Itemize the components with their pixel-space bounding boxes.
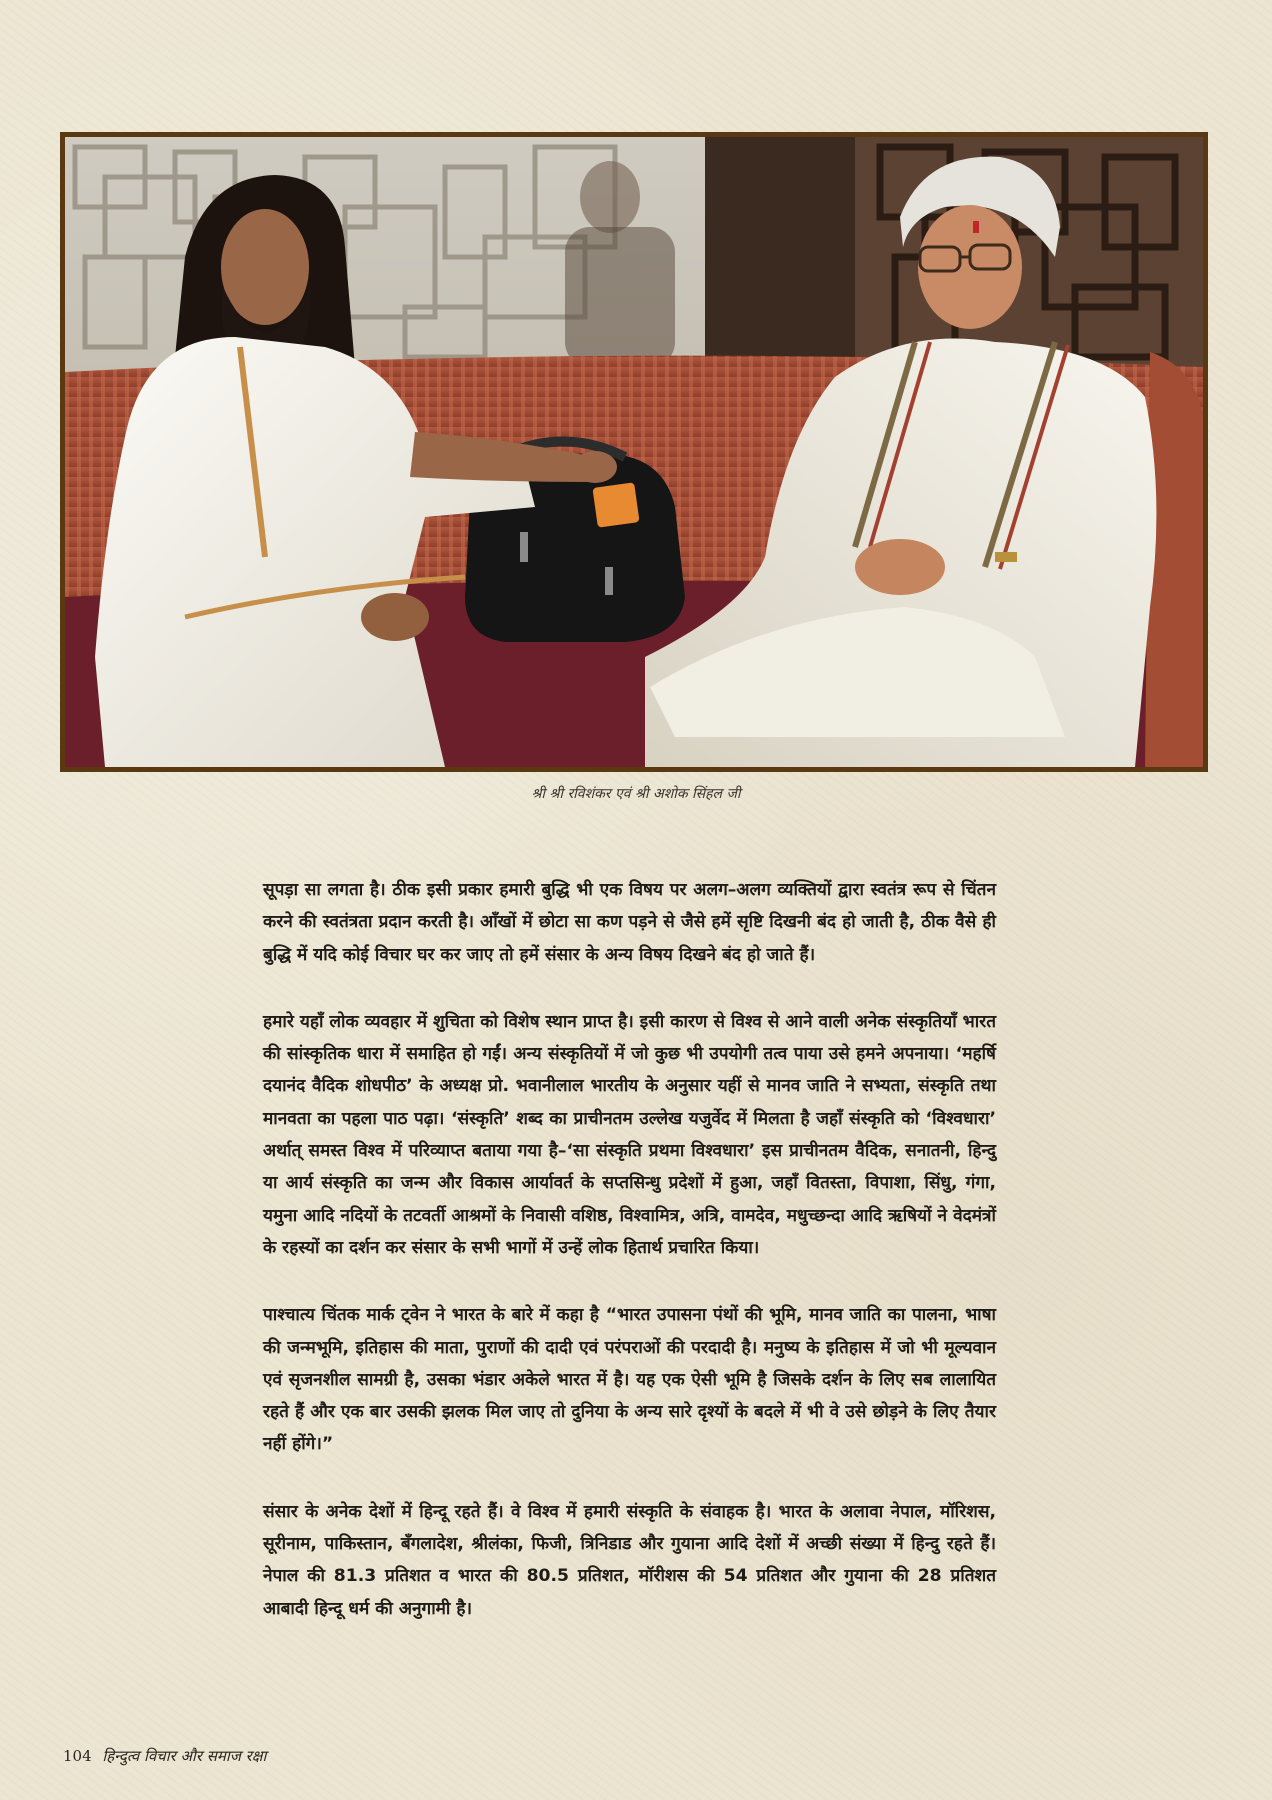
photo-caption: श्री श्री रविशंकर एवं श्री अशोक सिंहल जी <box>531 786 741 802</box>
paragraph-1: सूपड़ा सा लगता है। ठीक इसी प्रकार हमारी बुद्धि भी एक विषय पर अलग–अलग व्यक्तियों द्वारा स्वतंत्र रूप से चिंतन करने की स्वतंत्रता प्रदान करती है। आँखों में छोटा सा कण पड़ने से जैसे हमें सृष्टि दिखनी बंद हो जाती है, ठीक वैसे ही बुद्धि में यदि कोई विचार घर कर जाए तो हमें संसार के अन्य विषय दिखने बंद हो जाते हैं। <box>263 880 996 965</box>
paragraph-3: पाश्चात्य चिंतक मार्क ट्वेन ने भारत के बारे में कहा है “भारत उपासना पंथों की भूमि, मानव जाति का पालना, भाषा की जन्मभूमि, इतिहास की माता, पुराणों की दादी एवं परंपराओं की परदादी है। मनुष्य के इतिहास में जो भी मूल्यवान एवं सृजनशील सामग्री है, उसका भंडार अकेले भारत में है। यह एक ऐसी भूमि है जिसके दर्शन के लिए सब लालायित रहते हैं और एक बार उसकी झलक मिल जाए तो दुनिया के अन्य सारे दृश्यों के बदले में भी वे उसे छोड़ने के लिए तैयार नहीं होंगे।” <box>263 1305 996 1455</box>
page-number: 104 <box>63 1747 92 1765</box>
paragraph-2: हमारे यहाँ लोक व्यवहार में शुचिता को विशेष स्थान प्राप्त है। इसी कारण से विश्व से आने वाली अनेक संस्कृतियाँ भारत की सांस्कृतिक धारा में समाहित हो गईं। अन्य संस्कृतियों में जो कुछ भी उपयोगी तत्व पाया उसे हमने अपनाया। ‘महर्षि दयानंद वैदिक शोधपीठ’ के अध्यक्ष प्रो. भवानीलाल भारतीय के अनुसार यहीं से मानव जाति ने सभ्यता, संस्कृति तथा मानवता का पहला पाठ पढ़ा। ‘संस्कृति’ शब्द का प्राचीनतम उल्लेख यजुर्वेद में मिलता है जहाँ संस्कृति को ‘विश्वधारा’ अर्थात् समस्त विश्व में परिव्याप्त बताया गया है–‘सा संस्कृति प्रथमा विश्वधारा’ इस प्राचीनतम वैदिक, सनातनी, हिन्दु या आर्य संस्कृति का जन्म और विकास आर्यावर्त के सप्तसिन्धु प्रदेशों में हुआ, जहाँ वितस्ता, विपाशा, सिंधु, गंगा, यमुना आदि नदियों के तटवर्ती आश्रमों के निवासी वशिष्ठ, विश्वामित्र, अत्रि, वामदेव, मधुच्छन्दा आदि ऋषियों ने वेदमंत्रों के रहस्यों का दर्शन कर संसार के सभी भागों में उन्हें लोक हितार्थ प्रचारित किया। <box>263 1011 996 1258</box>
paragraph-4: संसार के अनेक देशों में हिन्दू रहते हैं। वे विश्व में हमारी संस्कृति के संवाहक है। भारत के अलावा नेपाल, मॉरिशस, सूरीनाम, पाकिस्तान, बँगलादेश, श्रीलंका, फिजी, त्रिनिडाड और गुयाना आदि देशों में अच्छी संख्या में हिन्दु रहते हैं। नेपाल की 81.3 प्रतिशत व भारत की 80.5 प्रतिशत, मॉरीशस की 54 प्रतिशत और गुयाना की 28 प्रतिशत आबादी हिन्दू धर्म की अनुगामी है। <box>263 1501 996 1619</box>
running-title: हिन्दुत्व विचार और समाज रक्षा <box>102 1747 267 1765</box>
article-body <box>263 874 996 1660</box>
article-photo <box>60 132 1208 772</box>
page-footer <box>63 1746 266 1766</box>
